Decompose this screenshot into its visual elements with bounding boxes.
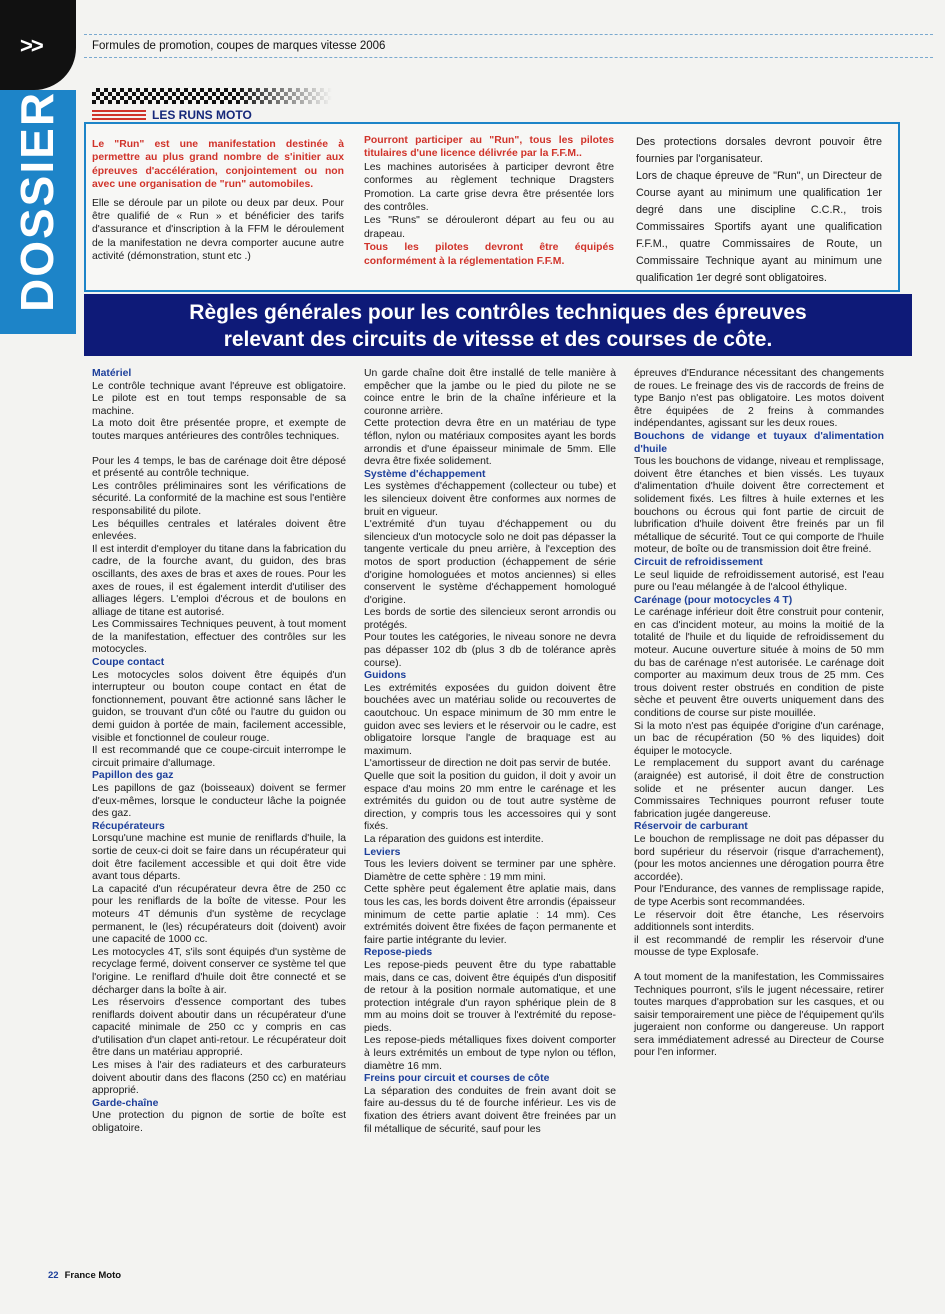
heading-coupe-contact: Coupe contact bbox=[92, 657, 165, 669]
paragraph: Les motocycles solos doivent être équipés d'un interrupteur ou bouton coupe contact en état de fonctionnement, pouvant être actionné sans lâcher le guidon, se trouvant d'un côté ou l'autre du guidon ou demi guidon à portée de main, facilement accessible, visible et fonctionnel de couleur rouge. bbox=[92, 669, 346, 744]
article-col-1 bbox=[92, 368, 346, 1136]
paragraph: Les systèmes d'échappement (collecteur ou tube) et les silencieux doivent être conformes aux normes de bruit en vigueur. bbox=[364, 481, 616, 518]
paragraph: Tous les bouchons de vidange, niveau et remplissage, doivent être étanches et bien vissés. Les tuyaux d'alimentation d'huile doivent être correctement et solidement fixés. Les filtres à huile externes et les bouchons ou écrous qui font partie de circuit de lubrification d'huile doivent être freinés par un fil métallique de sécurité. Tout ce qui comporte de l'huile moteur, de boîte ou de transmission doit être freiné. bbox=[634, 456, 884, 556]
heading-reservoir: Réservoir de carburant bbox=[634, 821, 748, 833]
paragraph: Lorsqu'une machine est munie de reniflards d'huile, la sortie de ceux-ci doit se faire dans un récupérateur qui doit être facilement accessible et qui doit être vide avant tous départs. bbox=[92, 833, 346, 883]
heading-carenage: Carénage (pour motocycles 4 T) bbox=[634, 594, 793, 606]
paragraph: Cette sphère peut également être aplatie mais, dans tous les cas, les bords doivent être arrondis (épaisseur minimum de cette partie aplatie : 14 mm). Ces extrémités doivent être fixées de façon permanente et faire partie intégrante du levier. bbox=[364, 884, 616, 946]
runs-col-1 bbox=[92, 138, 344, 264]
paragraph: Pour l'Endurance, des vannes de remplissage rapide, de type Acerbis sont recommandées. bbox=[634, 884, 884, 908]
header-rule-top bbox=[84, 34, 933, 35]
tab-arrow-block bbox=[0, 0, 76, 90]
heading-freins: Freins pour circuit et courses de côte bbox=[364, 1073, 550, 1085]
paragraph: Le seul liquide de refroidissement autorisé, est l'eau pure ou l'eau mélangée à de l'alcool éthylique. bbox=[634, 569, 884, 594]
banner-line-1: Règles générales pour les contrôles techniques des épreuves bbox=[189, 301, 807, 324]
paragraph: Les extrémités exposées du guidon doivent être bouchées avec un matériau solide ou recouvertes de caoutchouc. Un espace minimum de 30 mm entre le guidon avec ses leviers et le réservoir ou le cadre, est obligatoire lorsque l'angle de braquage est au maximum. bbox=[364, 682, 616, 757]
header-title: Formules de promotion, coupes de marques vitesse 2006 bbox=[92, 40, 386, 52]
paragraph: Le carénage inférieur doit être construit pour contenir, en cas d'incident moteur, au moins la moitié de la totalité de l'huile et du liquide de refroidissement du moteur. Aucune ouverture située à moins de 50 mm du bas de carénage n'est autorisée. Le carénage doit comporter au maximum deux trous de 25 mm. Ces trous doivent rester obstrués en condition de piste sèche et peuvent être ouverts uniquement dans des conditions de course sur piste mouillée. bbox=[634, 607, 884, 720]
heading-papillon: Papillon des gaz bbox=[92, 770, 174, 782]
paragraph: Pour toutes les catégories, le niveau sonore ne devra pas dépasser 102 db (plus 3 db de tolérance après course). bbox=[364, 632, 616, 669]
paragraph: Les papillons de gaz (boisseaux) doivent se fermer d'eux-mêmes, lorsque le conducteur lâche la poignée des gaz. bbox=[92, 783, 346, 820]
heading-echappement: Système d'échappement bbox=[364, 468, 486, 480]
paragraph: Le remplacement du support avant du carénage (araignée) est autorisé, il doit être de construction solide et ne présenter aucun danger. Les Commissaires Techniques pourront refuser toute fabrication jugée dangereuse. bbox=[634, 758, 884, 820]
checkered-flag-strip bbox=[92, 88, 332, 104]
paragraph: Tous les leviers doivent se terminer par une sphère. Diamètre de cette sphère : 19 mm mini. bbox=[364, 859, 616, 883]
section-label: DOSSIER bbox=[11, 90, 63, 312]
paragraph: Un garde chaîne doit être installé de telle manière à empêcher que la jambe ou le pied du pilote ne se coince entre le brin de la chaîne inférieure et la couronne arrière. bbox=[364, 368, 616, 417]
paragraph: Le réservoir doit être étanche, Les réservoirs additionnels sont interdits. bbox=[634, 909, 884, 934]
paragraph: L'extrémité d'un tuyau d'échappement ou du silencieux d'un motocycle solo ne doit pas dépasser la tangente verticale du pneu arrière, à l'exception des motos de sport production (échappement de série d'origine homologuées et motos anciennes) si elles conservent le système d'échappement homologué d'origine. bbox=[364, 519, 616, 606]
runs-machines: Les machines autorisées à participer devront être conformes au règlement technique Dragsters Promotion. La carte grise devra être présentée lors des contrôles. bbox=[364, 161, 614, 214]
paragraph: Il est interdit d'employer du titane dans la fabrication du cadre, de la fourche avant, du guidon, des bras oscillants, des axes de bras et axes de roues. Pour les axes de roues, il est également interdit d'utiliser des alliages légers. L'emploi d'écrous et de boulons en alliage de titane est autorisé. bbox=[92, 543, 346, 618]
heading-guidons: Guidons bbox=[364, 670, 407, 682]
paragraph: Le bouchon de remplissage ne doit pas dépasser du bord supérieur du réservoir (risque d'arrachement), (pour les motos anciennes une dérogation pourra être accordée). bbox=[634, 833, 884, 883]
paragraph: La moto doit être présentée propre, et exempte de toutes marques antérieures des contrôles techniques. bbox=[92, 418, 346, 442]
runs-equipment: Tous les pilotes devront être équipés conformément à la réglementation F.F.M. bbox=[364, 242, 614, 267]
runs-box bbox=[84, 122, 900, 292]
double-chevron-icon: >> bbox=[20, 33, 42, 58]
runs-body: Elle se déroule par un pilote ou deux par deux. Pour être qualifié de « Run » et bénéficier des tarifs d'assurance et d'inscription à la FFM le déroulement de la manifestation ne devra comporter aucune autre activité (démonstration, stunt etc .) bbox=[92, 197, 344, 263]
paragraph: Les motocycles 4T, s'ils sont équipés d'un système de recyclage fermé, doivent conserver ce système tel que l'origine. Le reniflard d'huile doit être connecté et se décharger dans la boîte à air. bbox=[92, 946, 346, 996]
paragraph: Les contrôles préliminaires sont les vérifications de sécurité. La conformité de la machine est sous l'entière responsabilité du pilote. bbox=[92, 480, 346, 517]
runs-title: LES RUNS MOTO bbox=[152, 108, 252, 122]
heading-bouchons: Bouchons de vidange et tuyaux d'alimentation d'huile bbox=[634, 430, 884, 455]
paragraph: Le contrôle technique avant l'épreuve est obligatoire. Le pilote est en tout temps responsable de sa machine. bbox=[92, 380, 346, 417]
heading-leviers: Leviers bbox=[364, 846, 401, 858]
runs-start: Les "Runs" se dérouleront départ au feu ou au drapeau. bbox=[364, 215, 614, 240]
heading-garde-chaine: Garde-chaîne bbox=[92, 1097, 159, 1109]
paragraph: Les réservoirs d'essence comportant des tubes reniflards doivent aboutir dans un récupérateur d'une capacité minimale de 250 cc y compris en cas d'utilisation d'un clapet anti-retour. Le récupérateur doit être dans un matériau approprié. bbox=[92, 997, 346, 1059]
page-footer bbox=[48, 1270, 121, 1281]
page-number: 22 bbox=[48, 1270, 59, 1281]
heading-materiel: Matériel bbox=[92, 368, 132, 379]
heading-recuperateurs: Récupérateurs bbox=[92, 820, 165, 832]
article-col-3 bbox=[634, 368, 884, 1060]
paragraph: A tout moment de la manifestation, les Commissaires Techniques pourront, s'ils le jugent nécessaire, retirer toutes marques d'approbation sur les casques, et ou saisir temporairement une pièce de l'équipement qu'ils jugeraient non conforme ou dangereuse. Un rapport sera immédiatement adressé au Directeur de Course pour l'en informer. bbox=[634, 971, 885, 1059]
runs-officials: Lors de chaque épreuve de "Run", un Directeur de Course ayant au minimum une qualification 1er degré dans une discipline C.C.R., trois Commissaires Sportifs ayant une qualification F.F.M., quatre Commissaires de Route, un Commissaire Technique ayant au minimum une qualification 1er degré sont obligatoires. bbox=[636, 170, 882, 284]
paragraph: L'amortisseur de direction ne doit pas servir de butée. bbox=[364, 758, 611, 770]
paragraph: Les Commissaires Techniques peuvent, à tout moment de la manifestation, effectuer des contrôles sur les motocycles. bbox=[92, 619, 346, 656]
dossier-tab bbox=[0, 0, 76, 334]
header-rule-bottom bbox=[84, 57, 933, 58]
paragraph: épreuves d'Endurance nécessitant des changements de roues. Le freinage des vis de raccords de freins de type Banjo n'est pas obligatoire. Les motos doivent être équipées de 2 freins à commandes indépendantes, agissant sur les deux roues. bbox=[634, 368, 884, 430]
paragraph: Les repose-pieds métalliques fixes doivent comporter à leurs extrémités un embout de type nylon ou téflon, diamètre 16 mm. bbox=[364, 1035, 616, 1072]
runs-col-3 bbox=[636, 134, 882, 287]
paragraph: La séparation des conduites de frein avant doit se faire au-dessus du té de fourche inférieur. Les vis de fixation des étriers avant doivent être freinées par un fil métallique de sécurité, sauf pour les bbox=[364, 1085, 616, 1135]
paragraph: Les mises à l'air des radiateurs et des carburateurs doivent aboutir dans des flacons (250 cc) en matériau approprié. bbox=[92, 1060, 346, 1097]
paragraph: Il est recommandé que ce coupe-circuit interrompe le circuit primaire d'allumage. bbox=[92, 745, 346, 769]
paragraph: Une protection du pignon de sortie de boîte est obligatoire. bbox=[92, 1110, 346, 1135]
paragraph: Pour les 4 temps, le bas de carénage doit être déposé et présenté au contrôle technique. bbox=[92, 455, 346, 480]
paragraph: Les béquilles centrales et latérales doivent être enlevées. bbox=[92, 518, 346, 543]
runs-lead: Le "Run" est une manifestation destinée à permettre au plus grand nombre de s'initier aux épreuves d'accélération, conjointement ou non avec une organisation de "run" automobiles. bbox=[92, 139, 344, 191]
paragraph: La réparation des guidons est interdite. bbox=[364, 833, 544, 845]
runs-protections: Des protections dorsales devront pouvoir être fournies par l'organisateur. bbox=[636, 136, 882, 165]
paragraph: Les repose-pieds peuvent être du type rabattable mais, dans ce cas, doivent être équipés d'un dispositif de retour à la position normale automatique, et une protection intégrale d'un rayon sphérique plein de 8 mm au moins doit se trouver à l'extrémité du repose-pieds. bbox=[364, 959, 616, 1034]
rules-banner bbox=[84, 294, 912, 356]
heading-refroidissement: Circuit de refroidissement bbox=[634, 556, 763, 568]
runs-eligibility: Pourront participer au "Run", tous les pilotes titulaires d'une licence délivrée par la F.F.M.. bbox=[364, 135, 614, 160]
article-col-2 bbox=[364, 368, 616, 1136]
paragraph: Cette protection devra être en un matériau de type téflon, nylon ou matériaux composites ayant les bords arrondis et d'une épaisseur minimale de 5mm. Elle devra être fixée solidement. bbox=[364, 418, 616, 468]
paragraph: La capacité d'un récupérateur devra être de 250 cc pour les reniflards de la boîte de vitesse. Pour les moteurs 4T démunis d'un système de recyclage permanent, le (les) récupérateurs doit (doivent) avoir une capacité de 1000 cc. bbox=[92, 883, 346, 946]
paragraph: Les bords de sortie des silencieux seront arrondis ou protégés. bbox=[364, 607, 616, 631]
paragraph: il est recommandé de remplir les réservoir d'une mousse de type Explosafe. bbox=[634, 934, 884, 959]
magazine-name: France Moto bbox=[64, 1270, 122, 1281]
paragraph: Quelle que soit la position du guidon, il doit y avoir un espace d'au moins 20 mm entre le carénage et les extrémités du guidon ou de tout autre système de direction, y compris tous les accessoires qui y sont fixés. bbox=[364, 771, 616, 833]
paragraph: Si la moto n'est pas équipée d'origine d'un carénage, un bac de récupération (50 % des liquides) doit équiper le motocycle. bbox=[634, 720, 884, 757]
banner-line-2: relevant des circuits de vitesse et des courses de côte. bbox=[223, 328, 773, 351]
red-speed-lines bbox=[92, 110, 146, 122]
runs-col-2 bbox=[364, 134, 614, 268]
heading-repose-pieds: Repose-pieds bbox=[364, 947, 433, 959]
